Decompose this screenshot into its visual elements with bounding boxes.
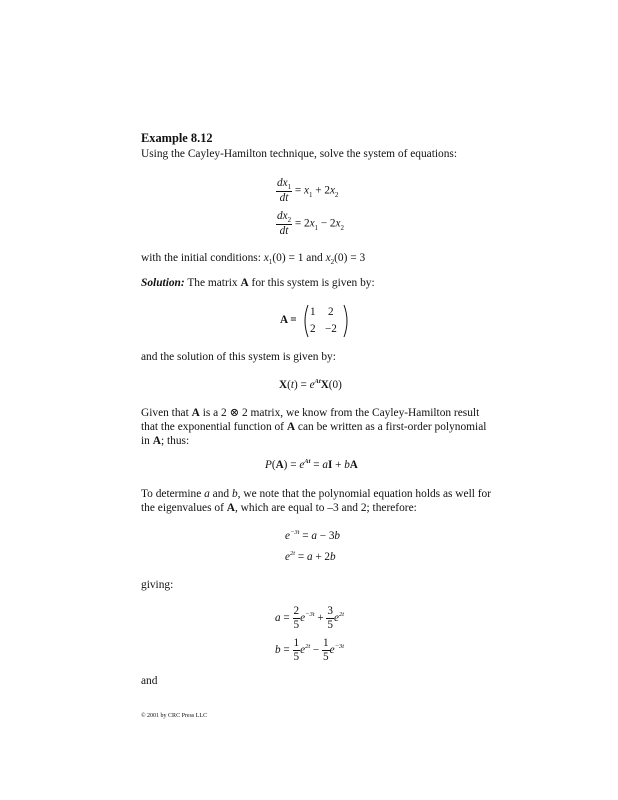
paragraph2-line-1: To determine a and b, we note that the polynomial equation holds as well for (141, 488, 492, 500)
coefficient-b-equation: b = $\frac{1}{5}$ $e^{2t}$ − $\frac{1}{5}$ $e^{-3t}$ (275, 637, 345, 663)
eigen-equation-1: $e^{-3t} = a - 3b$ (285, 529, 341, 542)
initial-conditions: with the initial conditions: $x_1(0) = 1$ and $x_2(0) = 3$ (141, 252, 366, 266)
solution-given-text: and the solution of this system is given by: (141, 351, 336, 363)
and-text: and (141, 675, 158, 687)
polynomial-equation: $P(A) = e^{At}$ = aI + bA (265, 458, 358, 471)
matrix-a12: 2 (328, 306, 334, 318)
solution-label: Solution: (141, 277, 185, 289)
matrix-lhs: A = (280, 314, 297, 326)
copyright-notice: © 2001 by CRC Press LLC (141, 713, 208, 719)
fraction-b2: $\frac{1}{5}$ (323, 637, 329, 663)
matrix-a21: 2 (310, 323, 316, 335)
ode-equation-1: $\frac{dx_1}{dt}$ = $x_1 + 2x_2$ (277, 177, 339, 204)
solution-line: Solution: The matrix A for this system is given by: (141, 277, 375, 289)
ode-equation-2: $\frac{dx_2}{dt}$ = $2x_1 - 2x_2$ (277, 210, 344, 237)
matrix-equation (280, 304, 350, 338)
matrix-a22: −2 (325, 323, 337, 335)
giving-text: giving: (141, 579, 174, 591)
fraction-b1: $\frac{1}{5}$ (293, 637, 300, 663)
paragraph-line-2: that the exponential function of A can be written as a first-order polynomial (141, 421, 487, 433)
intro-text: Using the Cayley-Hamilton technique, solve the system of equations: (141, 148, 458, 160)
paragraph-line-1: Given that A is a 2 ⊗ 2 matrix, we know from the Cayley-Hamilton result (141, 407, 480, 419)
example-title: Example 8.12 (141, 131, 213, 145)
fraction-a1: $\frac{2}{5}$ (293, 605, 300, 631)
matrix-a11: 1 (310, 306, 316, 318)
eigen-equation-2: $e^{2t} = a + 2b$ (285, 550, 336, 563)
fraction-a2: $\frac{3}{5}$ (327, 605, 334, 631)
state-equation: $X(t) = e^{At}X(0)$ (279, 378, 342, 391)
paragraph-line-3: in A; thus: (141, 435, 190, 447)
derivative-fraction-2: $\frac{dx_2}{dt}$ (277, 210, 292, 237)
derivative-fraction-1: $\frac{dx_1}{dt}$ (277, 177, 292, 204)
paragraph2-line-2: the eigenvalues of A, which are equal to –3 and 2; therefore: (141, 502, 417, 514)
coefficient-a-equation: a = $\frac{2}{5}$ $e^{-3t}$ + $\frac{3}{5}$ $e^{2t}$ (275, 605, 345, 631)
